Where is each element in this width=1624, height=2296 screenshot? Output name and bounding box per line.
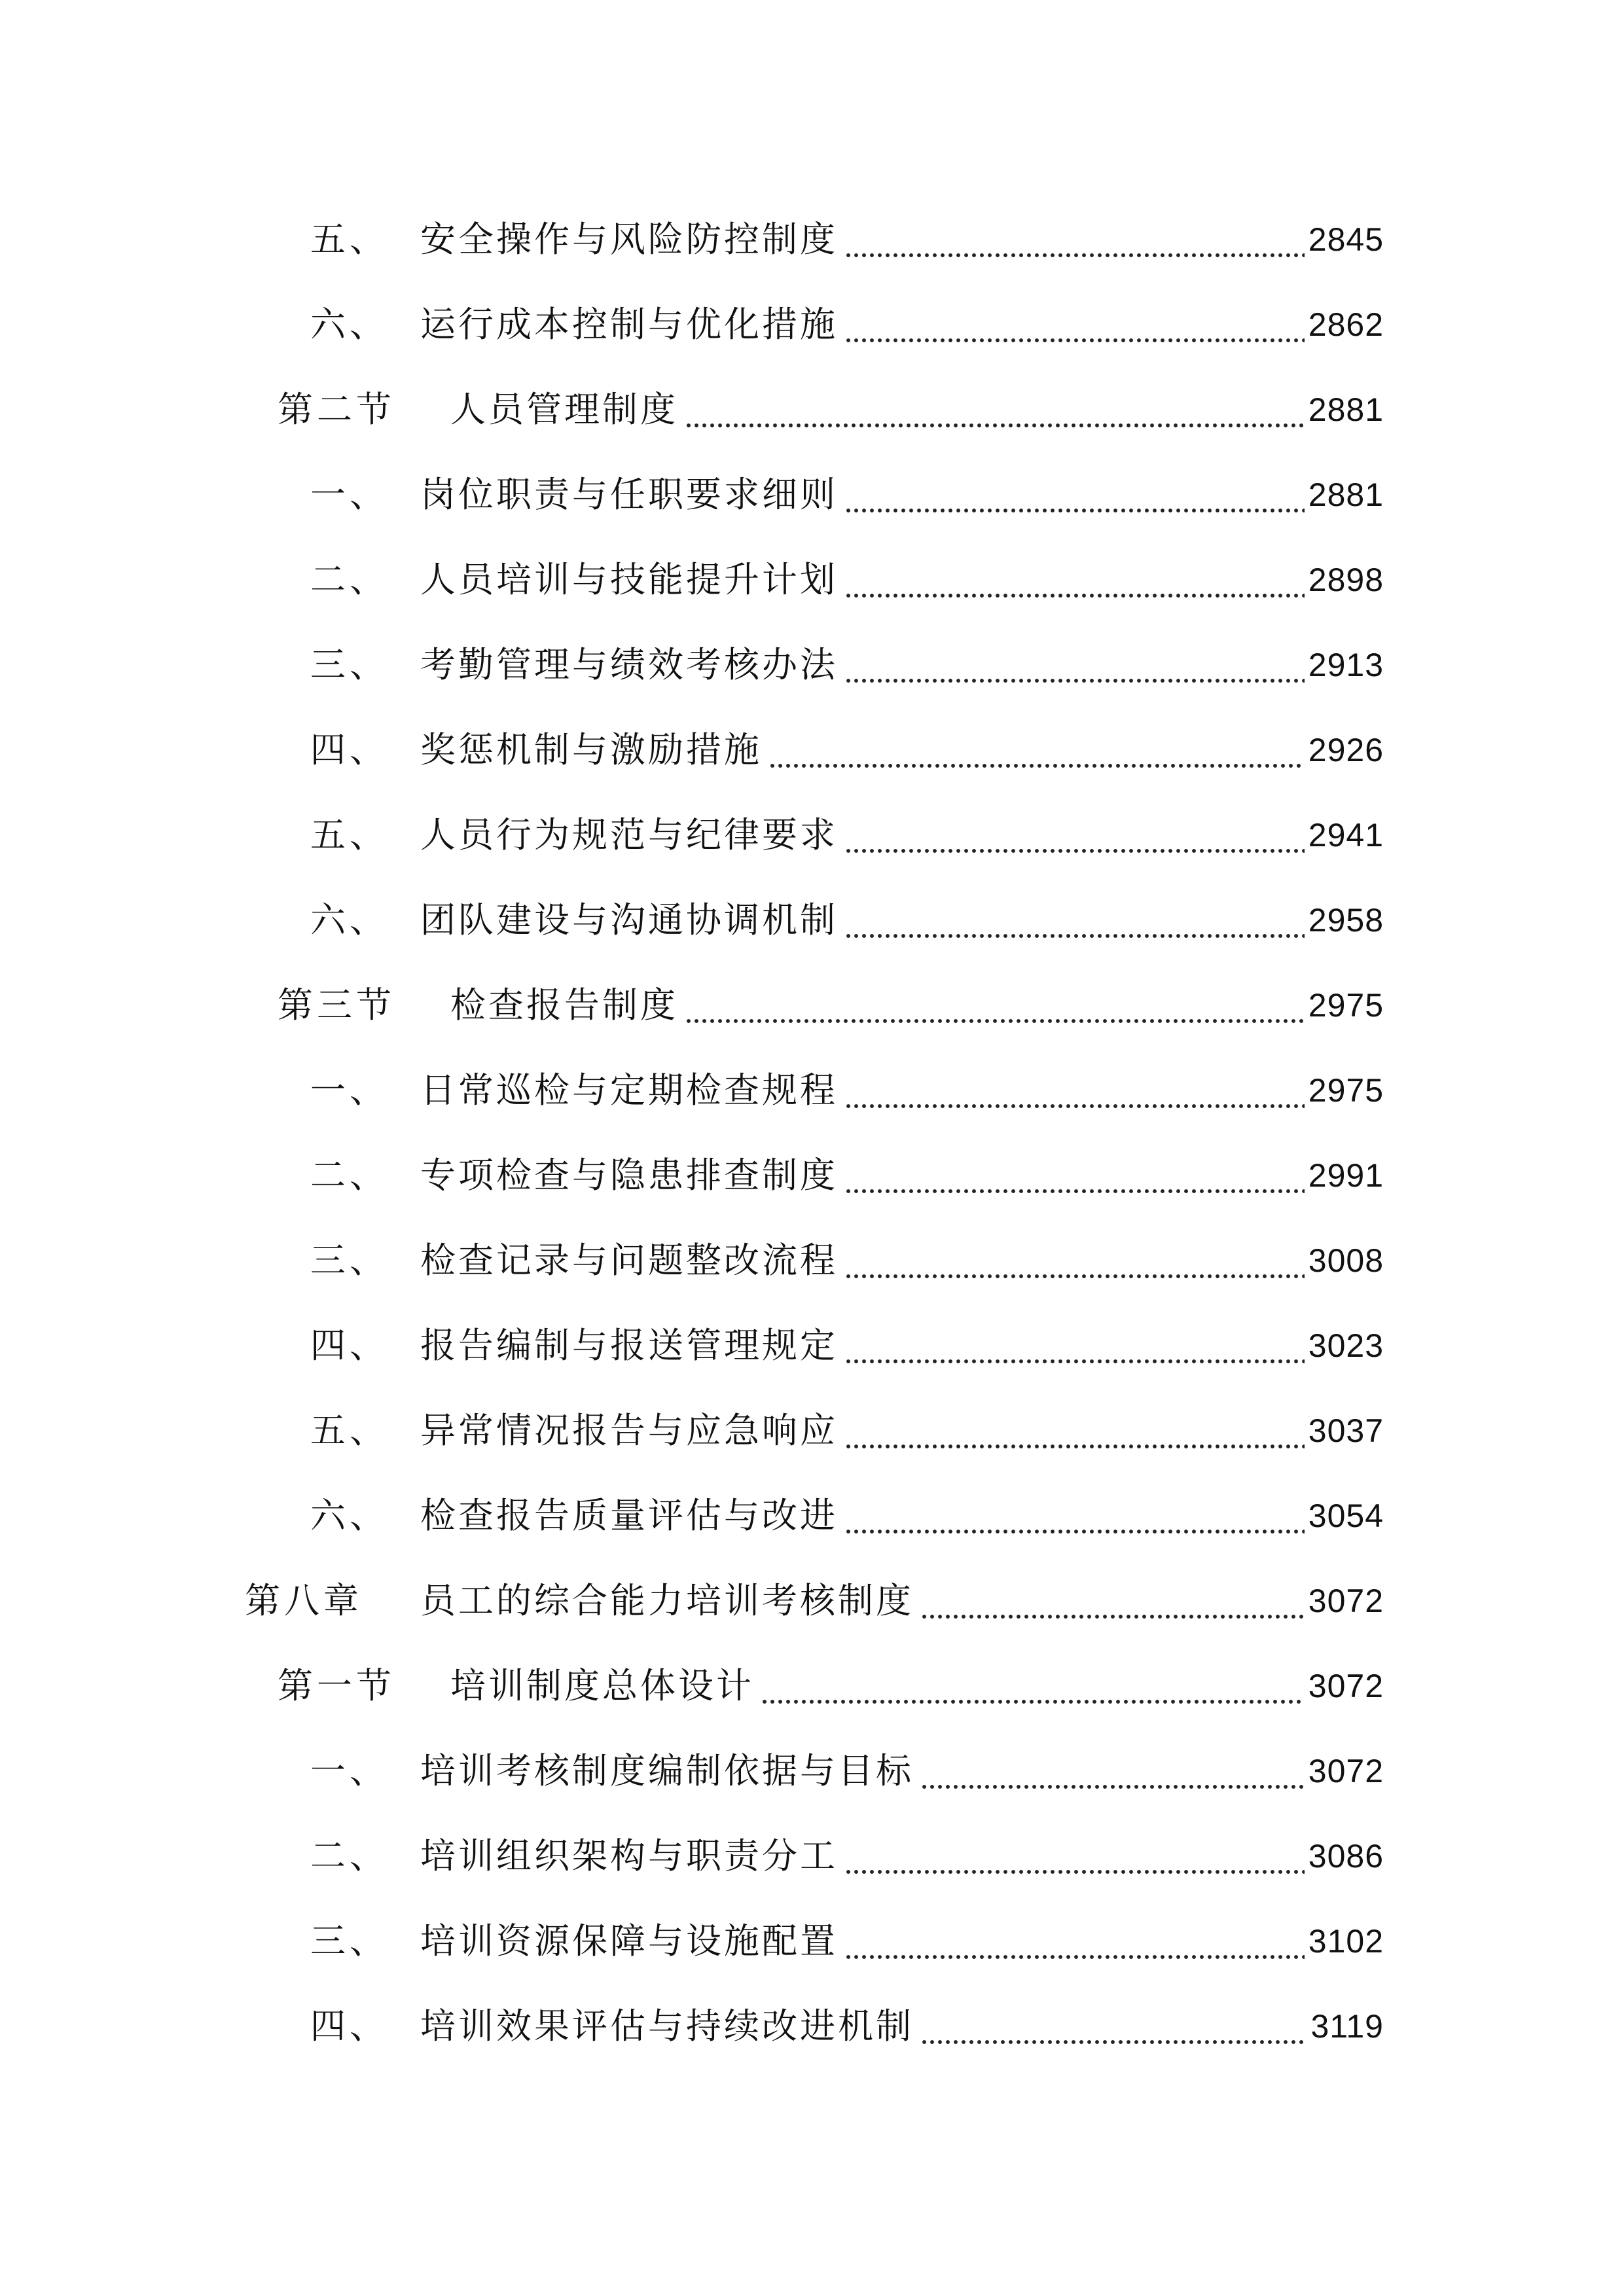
- toc-entry[interactable]: [310, 1314, 1384, 1377]
- toc-entry-title: 日常巡检与定期检查规程: [420, 1069, 838, 1111]
- toc-entry-page: 2898: [1308, 562, 1384, 598]
- toc-entry-page: 2881: [1308, 391, 1384, 428]
- toc-entry[interactable]: [310, 1825, 1384, 1888]
- toc-entry[interactable]: [310, 889, 1384, 952]
- toc-entry-page: 3072: [1308, 1753, 1384, 1789]
- toc-entry-number: 四、: [310, 729, 389, 770]
- toc-entry-section[interactable]: [278, 974, 1384, 1037]
- dot-leader: [844, 889, 1305, 952]
- dot-leader: [844, 293, 1305, 356]
- dot-leader: [844, 463, 1305, 526]
- toc-entry-section[interactable]: [278, 1655, 1384, 1717]
- toc-entry-title: 岗位职责与任职要求细则: [420, 474, 838, 515]
- toc-entry-title: 异常情况报告与应急响应: [420, 1410, 838, 1451]
- toc-entry-page: 2941: [1308, 817, 1384, 853]
- toc-entry[interactable]: [310, 719, 1384, 781]
- toc-entry-page: 3102: [1308, 1923, 1384, 1960]
- dot-leader: [844, 1484, 1305, 1547]
- dot-leader: [761, 1655, 1305, 1717]
- toc-entry-page: 2958: [1308, 902, 1384, 939]
- toc-entry-title: 运行成本控制与优化措施: [420, 304, 838, 345]
- dot-leader: [844, 804, 1305, 867]
- dot-leader: [768, 719, 1305, 781]
- toc-entry-number: 二、: [310, 1155, 389, 1196]
- toc-entry-page: 3086: [1308, 1838, 1384, 1874]
- dot-leader: [920, 1995, 1307, 2058]
- dot-leader: [844, 1314, 1305, 1377]
- toc-entry[interactable]: [310, 1484, 1384, 1547]
- toc-entry-page: 3072: [1308, 1583, 1384, 1619]
- toc-entry-number: 五、: [310, 219, 389, 260]
- dot-leader: [844, 1910, 1305, 1973]
- toc-entry-page: 2975: [1308, 1072, 1384, 1109]
- dot-leader: [844, 1229, 1305, 1292]
- toc-entry-title: 培训资源保障与设施配置: [420, 1920, 838, 1962]
- toc-entry[interactable]: [310, 208, 1384, 271]
- toc-entry-title: 培训制度总体设计: [450, 1665, 754, 1706]
- toc-entry-number: 第八章: [245, 1580, 363, 1621]
- toc-entry-title: 检查报告制度: [450, 984, 678, 1026]
- toc-entry-title: 员工的综合能力培训考核制度: [420, 1580, 914, 1621]
- toc-entry[interactable]: [310, 634, 1384, 696]
- toc-entry-title: 检查记录与问题整改流程: [420, 1240, 838, 1281]
- toc-entry-number: 三、: [310, 644, 389, 685]
- toc-entry[interactable]: [310, 1995, 1384, 2058]
- toc-entry-title: 奖惩机制与激励措施: [420, 729, 762, 770]
- toc-entry-page: 2913: [1308, 647, 1384, 683]
- toc-entry-number: 第三节: [278, 984, 395, 1026]
- dot-leader: [844, 1059, 1305, 1122]
- toc-entry-page: 2975: [1308, 987, 1384, 1024]
- toc-entry-number: 三、: [310, 1240, 389, 1281]
- toc-entry-title: 团队建设与沟通协调机制: [420, 899, 838, 941]
- toc-entry-title: 培训效果评估与持续改进机制: [420, 2005, 914, 2047]
- toc-entry-page: 3054: [1308, 1498, 1384, 1534]
- toc-entry[interactable]: [310, 1740, 1384, 1803]
- toc-entry-title: 人员管理制度: [450, 389, 678, 430]
- toc-entry-page: 3072: [1308, 1668, 1384, 1704]
- dot-leader: [920, 1570, 1305, 1632]
- toc-entry-number: 六、: [310, 1495, 389, 1536]
- toc-entry-page: 2862: [1308, 306, 1384, 343]
- toc-entry-page: 2881: [1308, 476, 1384, 513]
- dot-leader: [844, 208, 1305, 271]
- toc-entry-number: 第一节: [278, 1665, 395, 1706]
- toc-entry-number: 二、: [310, 559, 389, 600]
- toc-entry-number: 四、: [310, 2005, 389, 2047]
- dot-leader: [844, 1144, 1305, 1207]
- toc-entry-number: 五、: [310, 814, 389, 855]
- toc-entry-section[interactable]: [278, 378, 1384, 441]
- toc-entry[interactable]: [310, 804, 1384, 867]
- toc-entry[interactable]: [310, 548, 1384, 611]
- toc-entry-title: 专项检查与隐患排查制度: [420, 1155, 838, 1196]
- toc-entry[interactable]: [310, 1910, 1384, 1973]
- toc-entry-page: 3037: [1308, 1412, 1384, 1449]
- toc-entry-number: 一、: [310, 474, 389, 515]
- toc-entry[interactable]: [310, 1399, 1384, 1462]
- toc-entry[interactable]: [310, 463, 1384, 526]
- toc-entry-title: 人员行为规范与纪律要求: [420, 814, 838, 855]
- toc-entry[interactable]: [310, 293, 1384, 356]
- dot-leader: [844, 1825, 1305, 1888]
- toc-entry-title: 检查报告质量评估与改进: [420, 1495, 838, 1536]
- toc-entry-title: 人员培训与技能提升计划: [420, 559, 838, 600]
- toc-entry-number: 五、: [310, 1410, 389, 1451]
- dot-leader: [844, 548, 1305, 611]
- toc-entry[interactable]: [310, 1144, 1384, 1207]
- toc-entry-chapter[interactable]: [245, 1570, 1384, 1632]
- toc-entry-number: 六、: [310, 899, 389, 941]
- toc-entry-number: 一、: [310, 1750, 389, 1791]
- dot-leader: [844, 634, 1305, 696]
- toc-entry-number: 二、: [310, 1835, 389, 1876]
- toc-entry-page: 3023: [1308, 1327, 1384, 1364]
- toc-entry-title: 培训考核制度编制依据与目标: [420, 1750, 914, 1791]
- toc-entry-number: 三、: [310, 1920, 389, 1962]
- toc-entry-title: 报告编制与报送管理规定: [420, 1325, 838, 1366]
- toc-entry-title: 安全操作与风险防控制度: [420, 219, 838, 260]
- dot-leader: [844, 1399, 1305, 1462]
- dot-leader: [685, 974, 1305, 1037]
- toc-entry-page: 2991: [1308, 1157, 1384, 1194]
- dot-leader: [685, 378, 1305, 441]
- toc-entry-title: 培训组织架构与职责分工: [420, 1835, 838, 1876]
- toc-entry-page: 2926: [1308, 732, 1384, 768]
- toc-entry-number: 四、: [310, 1325, 389, 1366]
- toc-entry-number: 第二节: [278, 389, 395, 430]
- toc-entry[interactable]: [310, 1059, 1384, 1122]
- toc-entry-page: 3008: [1308, 1242, 1384, 1279]
- toc-entry-page: 2845: [1308, 221, 1384, 258]
- toc-entry-number: 六、: [310, 304, 389, 345]
- toc-entry-title: 考勤管理与绩效考核办法: [420, 644, 838, 685]
- toc-entry[interactable]: [310, 1229, 1384, 1292]
- toc-entry-page: 3119: [1310, 2008, 1384, 2045]
- toc-entry-number: 一、: [310, 1069, 389, 1111]
- dot-leader: [920, 1740, 1305, 1803]
